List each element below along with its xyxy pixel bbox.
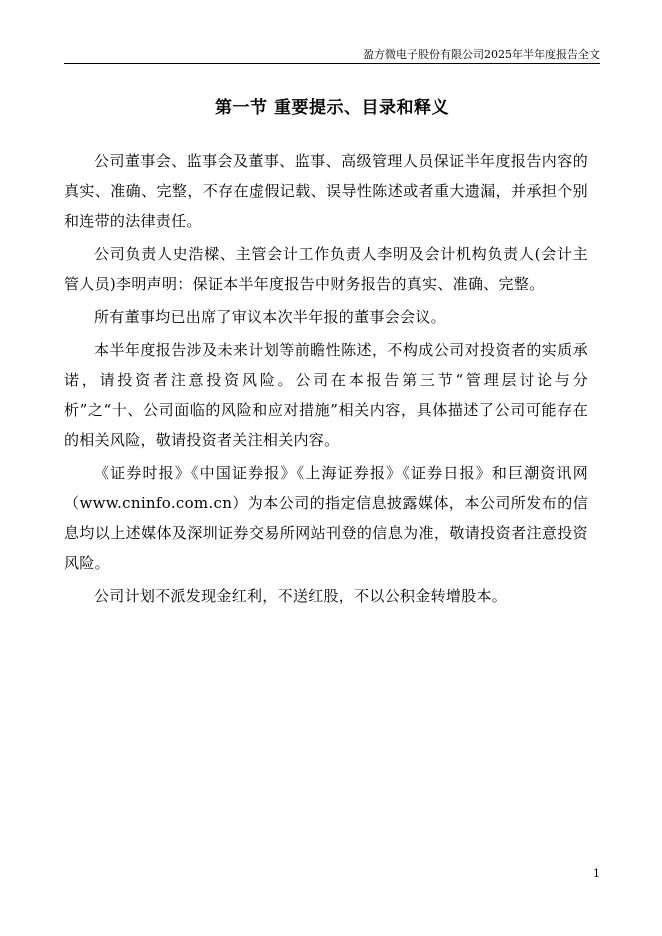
- page-number: 1: [593, 867, 600, 880]
- paragraph-dividend-plan: 公司计划不派发现金红利，不送红股，不以公积金转增股本。: [94, 587, 508, 605]
- paragraph-responsibility-statement: 公司董事会、监事会及董事、监事、高级管理人员保证半年度报告内容的真实、准确、完整，不存在虚假记载、误导性陈述或者重大遗漏，并承担个别和连带的法律责任。: [64, 152, 588, 230]
- paragraph-officer-declaration: 公司负责人史浩樑、主管会计工作负责人李明及会计机构负责人(会计主管人员)李明声明：保证本半年度报告中财务报告的真实、准确、完整。: [64, 245, 588, 293]
- paragraph-forward-looking-risk: 本半年度报告涉及未来计划等前瞻性陈述，不构成公司对投资者的实质承诺，请投资者注意投资风险。公司在本报告第三节“管理层讨论与分析”之“十、公司面临的风险和应对措施”相关内容，具体描述了公司可能存在的相关风险，敬请投资者关注相关内容。: [64, 341, 588, 449]
- paragraph-board-attendance: 所有董事均已出席了审议本次半年报的董事会会议。: [94, 308, 446, 326]
- header-divider: [64, 63, 600, 64]
- body-text: [64, 146, 588, 614]
- paragraph-disclosure-media: 《证券时报》《中国证券报》《上海证券报》《证券日报》和巨潮资讯网（www.cninfo.com.cn）为本公司的指定信息披露媒体，本公司所发布的信息均以上述媒体及深圳证券交易所网站刊登的信息为准，敬请投资者注意投资风险。: [64, 464, 588, 572]
- section-title: 第一节 重要提示、目录和释义: [215, 98, 449, 118]
- running-header: 盈方微电子股份有限公司2025年半年度报告全文: [363, 48, 600, 61]
